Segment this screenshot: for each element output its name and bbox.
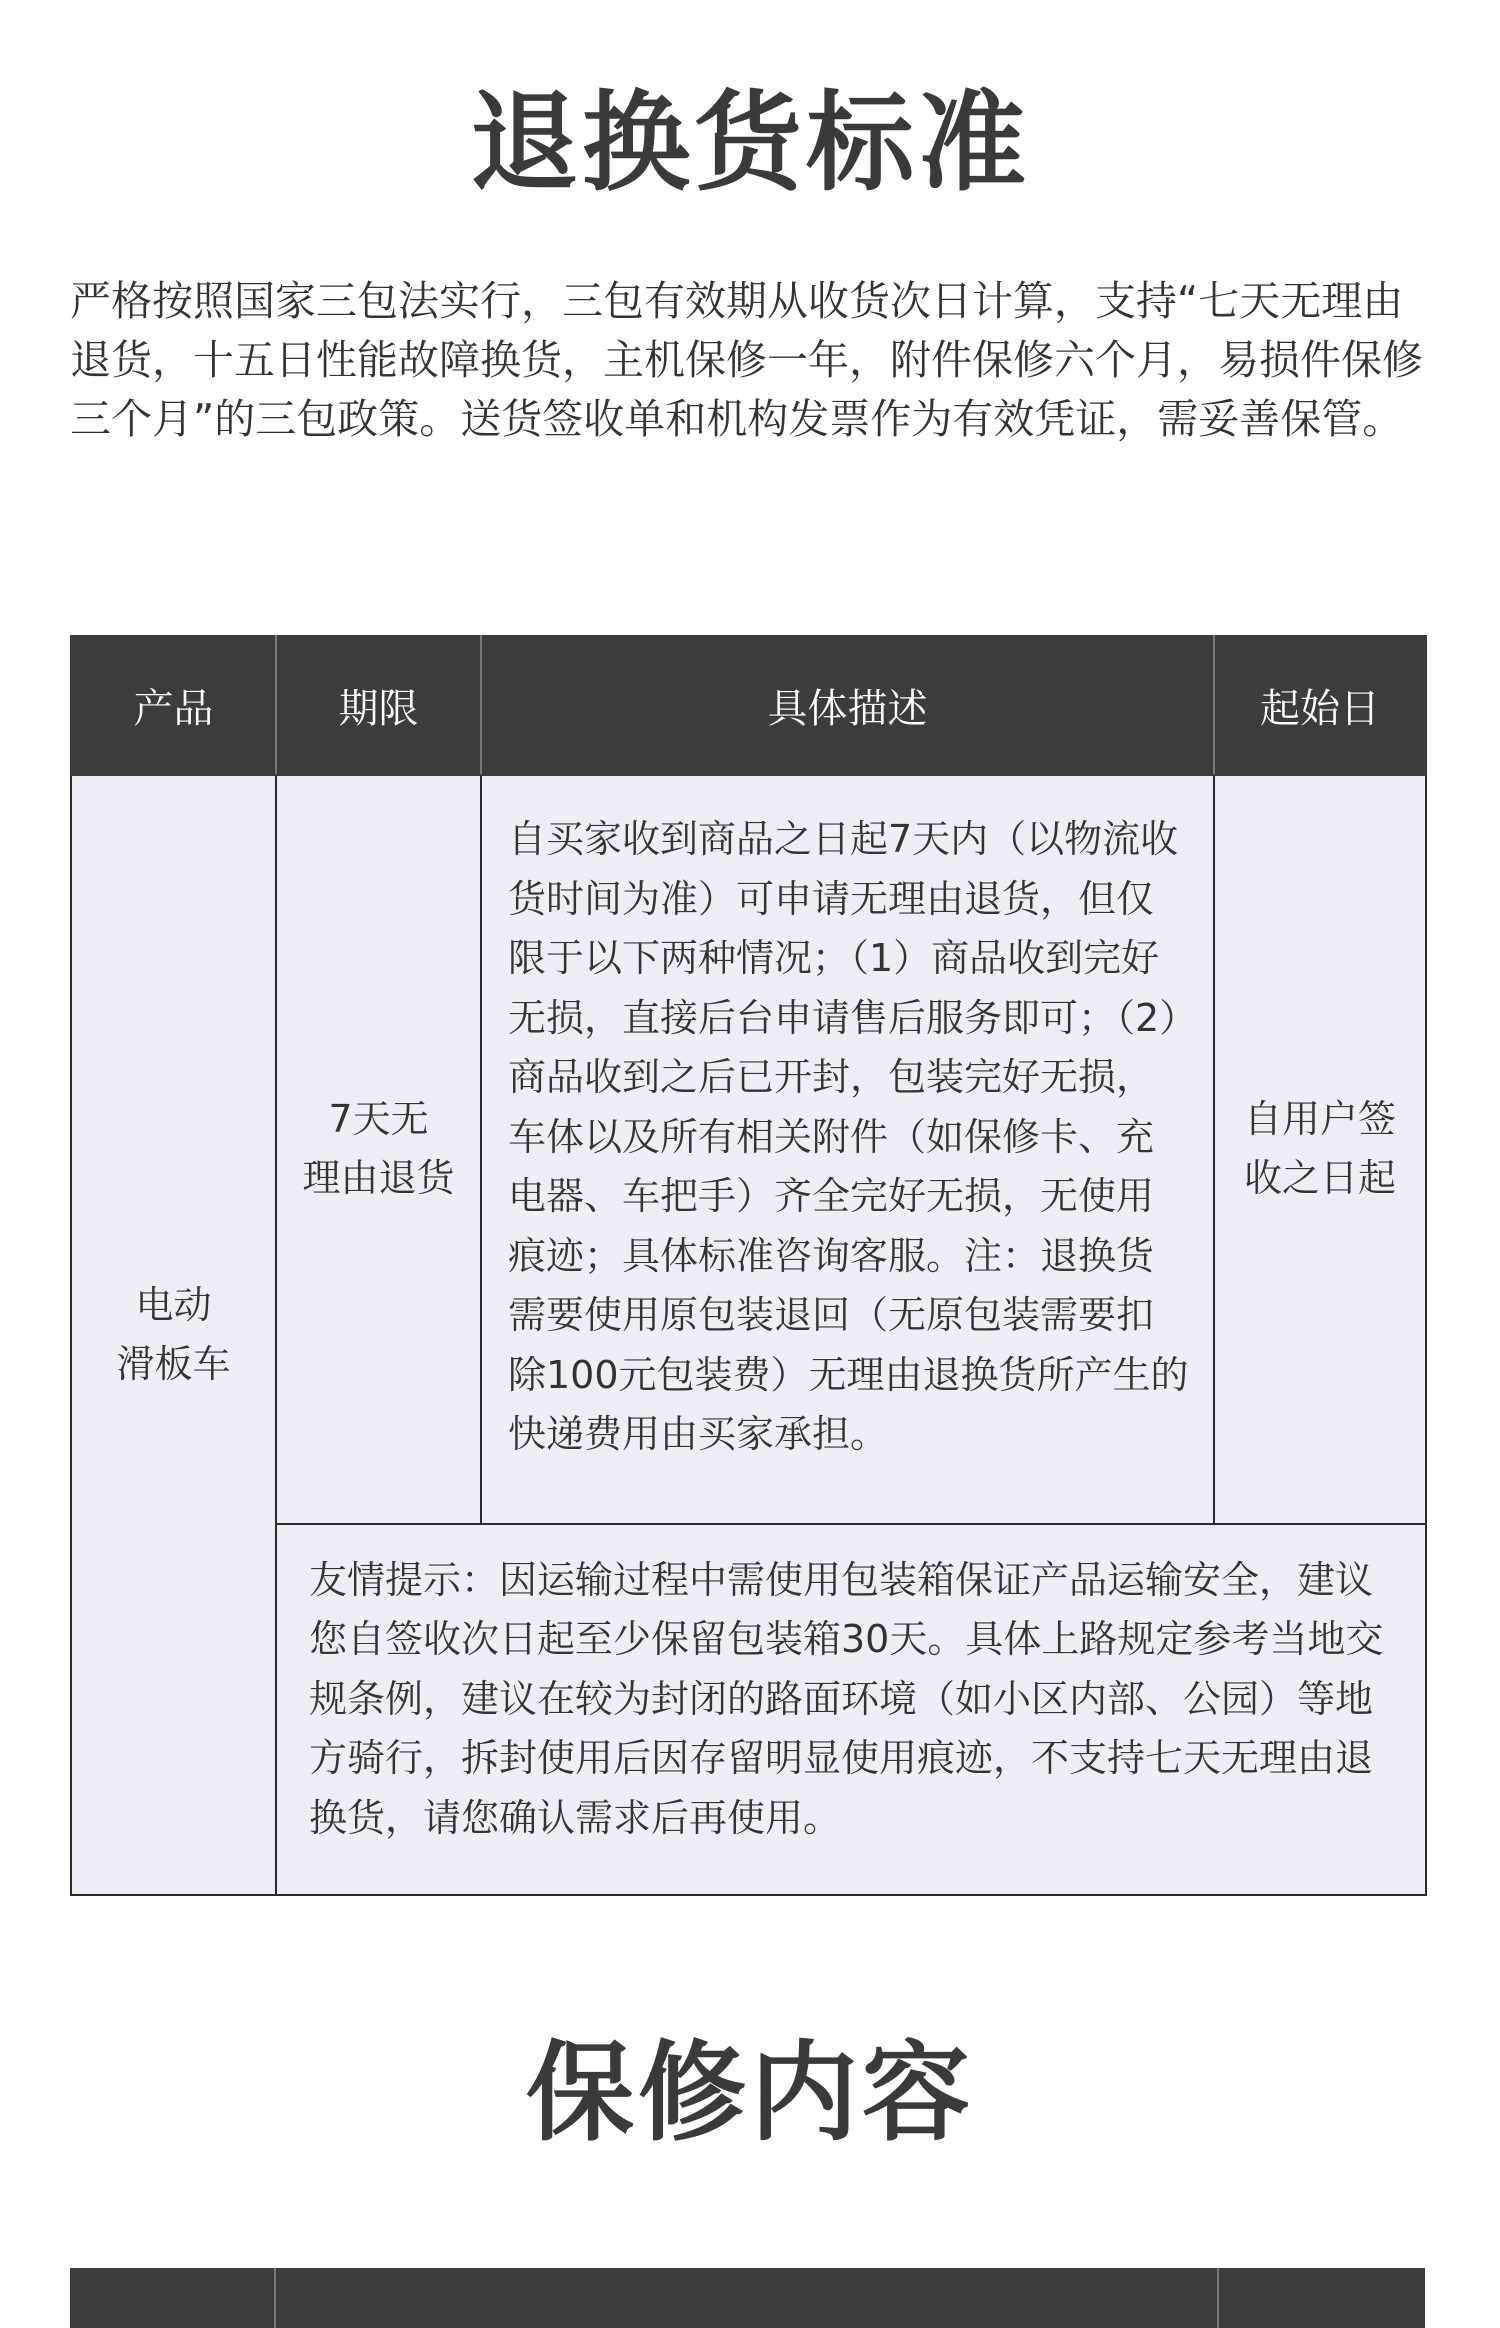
cell-description: 自买家收到商品之日起7天内（以物流收货时间为准）可申请无理由退货，但仅限于以下两种情况；（1）商品收到完好无损，直接后台申请售后服务即可；（2）商品收到之后已开封，包装完好无损，车体以及所有相关附件（如保修卡、充电器、车把手）齐全完好无损，无使用痕迹；具体标准咨询客服。注：退换货需要使用原包装退回（无原包装需要扣除100元包装费）无理由退换货所产生的快递费用由买家承担。 (481, 775, 1214, 1524)
product-line-1: 电动 (135, 1283, 212, 1327)
warranty-header-cell-2 (275, 2268, 1218, 2328)
cell-product (71, 775, 276, 1895)
header-period: 期限 (276, 636, 481, 775)
period-line-2: 理由退货 (302, 1156, 455, 1201)
header-product: 产品 (71, 636, 276, 775)
warranty-header-cell-1 (70, 2268, 275, 2328)
header-description: 具体描述 (481, 636, 1214, 775)
period-line-1: 7天无 (328, 1097, 429, 1142)
warranty-header-cell-3 (1218, 2268, 1425, 2328)
page-title: 退换货标准 (469, 81, 1030, 206)
table-row (71, 775, 1426, 1524)
cell-start-date (1214, 775, 1426, 1524)
product-line-2: 滑板车 (116, 1342, 231, 1386)
section-title-warranty: 保修内容 (525, 2031, 974, 2156)
intro-paragraph: 严格按照国家三包法实行，三包有效期从收货次日计算，支持“七天无理由退货，十五日性能故障换货，主机保修一年，附件保修六个月，易损件保修三个月”的三包政策。送货签收单和机构发票作为有效凭证，需妥善保管。 (70, 277, 1423, 443)
warranty-table-header-partial (70, 2268, 1425, 2328)
table-header-row (71, 636, 1426, 775)
return-policy-table (70, 635, 1427, 1896)
start-line-1: 自用户签 (1243, 1097, 1396, 1142)
header-start-date: 起始日 (1214, 636, 1426, 775)
cell-period (276, 775, 481, 1524)
start-line-2: 收之日起 (1243, 1156, 1396, 1201)
warranty-header-row (70, 2268, 1425, 2328)
cell-friendly-tip: 友情提示：因运输过程中需使用包装箱保证产品运输安全，建议您自签收次日起至少保留包装箱30天。具体上路规定参考当地交规条例，建议在较为封闭的路面环境（如小区内部、公园）等地方骑行，拆封使用后因存留明显使用痕迹，不支持七天无理由退换货，请您确认需求后再使用。 (276, 1524, 1426, 1896)
